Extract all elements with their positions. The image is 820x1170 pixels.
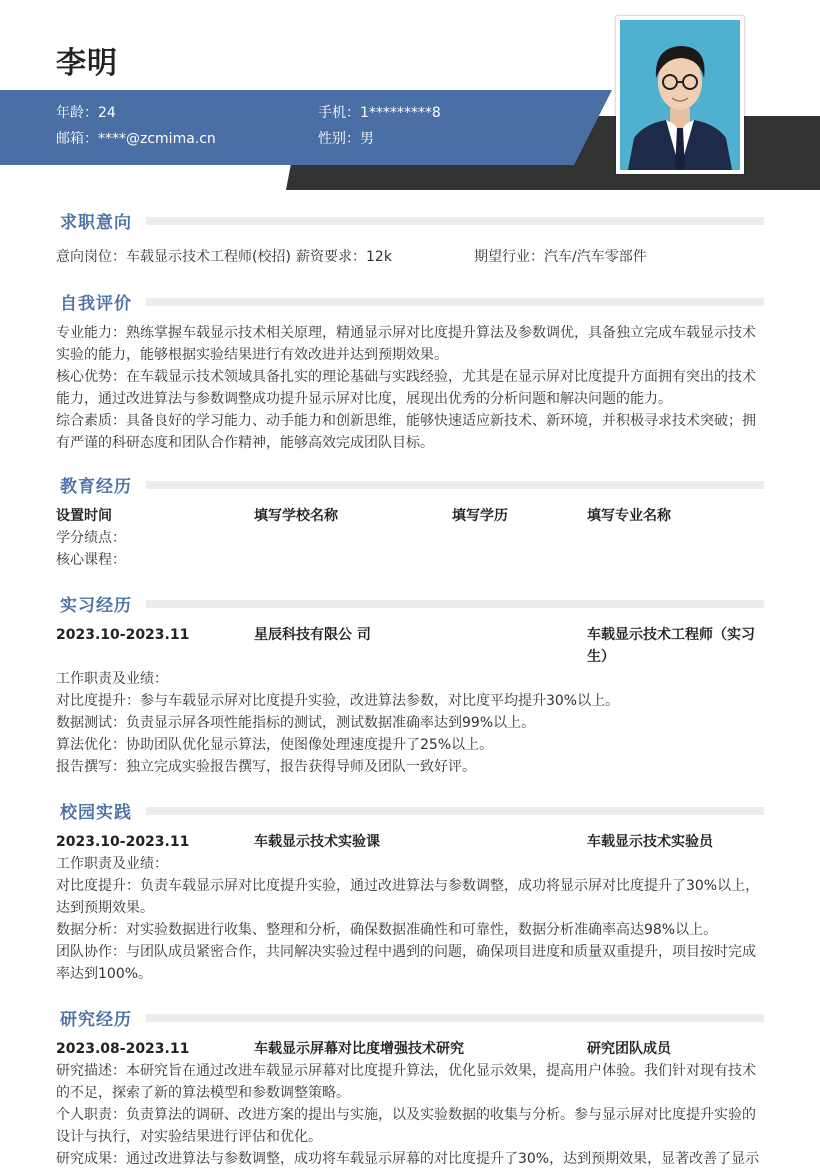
internship-time: 2023.10-2023.11 <box>56 627 190 643</box>
school-name: 填写学校名称 <box>254 508 338 524</box>
research-time: 2023.08-2023.11 <box>56 1041 190 1057</box>
text-line: 数据测试：负责显示屏各项性能指标的测试，测试数据准确率达到99%以上。 <box>56 715 536 731</box>
section-header <box>56 289 764 315</box>
text-line: 数据分析：对实验数据进行收集、整理和分析，确保数据准确性和可靠性，数据分析准确率高达98%以上。 <box>56 922 718 938</box>
role-line: 车载显示技术工程师（实习 <box>587 627 755 643</box>
section-title: 研究经历 <box>60 1010 132 1030</box>
gender-field: 性别：男 <box>318 131 374 147</box>
text-line: 的不足，探索了新的算法模型和参数调整策略。 <box>56 1085 350 1101</box>
section-divider <box>146 600 764 608</box>
text-line: 工作职责及业绩： <box>56 671 168 687</box>
text-line: 报告撰写：独立完成实验报告撰写，报告获得导师及团队一致好评。 <box>56 759 476 775</box>
section-header <box>56 472 764 498</box>
education-row <box>56 505 764 527</box>
section-title: 教育经历 <box>60 477 132 497</box>
text-line: 算法优化：协助团队优化显示算法，使图像处理速度提升了25%以上。 <box>56 737 494 753</box>
phone-field: 手机：1*********8 <box>318 105 441 121</box>
text-line: 率达到100%。 <box>56 966 153 982</box>
section-header <box>56 798 764 824</box>
section-divider <box>146 217 764 225</box>
campus-time: 2023.10-2023.11 <box>56 834 190 850</box>
expected-industry: 期望行业：汽车/汽车零部件 <box>474 249 647 265</box>
text-line: 研究成果：通过改进算法与参数调整，成功将车载显示屏幕的对比度提升了30%，达到预期效果，显著改善了显示 <box>56 1151 760 1167</box>
profile-photo <box>620 20 740 170</box>
research-row <box>56 1038 764 1060</box>
text-line: 能力，通过改进算法与参数调整成功提升显示屏对比度，展现出优秀的分析问题和解决问题的能力。 <box>56 391 672 407</box>
research-details <box>56 1060 764 1170</box>
section-title: 校园实践 <box>60 803 132 823</box>
section-title: 求职意向 <box>60 213 132 233</box>
internship-row <box>56 624 764 668</box>
campus-org: 车载显示技术实验课 <box>254 834 380 850</box>
job-intent-row <box>56 246 764 268</box>
section-header <box>56 208 764 234</box>
text-line: 工作职责及业绩： <box>56 856 168 872</box>
section-header <box>56 591 764 617</box>
profile-photo-frame <box>616 16 744 174</box>
internship-details <box>56 668 764 778</box>
text-line: 对比度提升：参与车载显示屏对比度提升实验，改进算法参数，对比度平均提升30%以上。 <box>56 693 620 709</box>
self-evaluation-text <box>56 322 764 454</box>
education-time: 设置时间 <box>56 508 112 524</box>
text-line: 综合素质：具备良好的学习能力、动手能力和创新思维，能够快速适应新技术、新环境，并积极寻求技术突破；拥 <box>56 413 756 429</box>
internship-role <box>587 624 755 668</box>
section-header <box>56 1005 764 1031</box>
role-line: 生） <box>587 649 615 665</box>
section-divider <box>146 1014 764 1022</box>
text-line: 设计与执行，对实验结果进行评估和优化。 <box>56 1129 322 1145</box>
section-job-intent <box>56 208 764 268</box>
text-line: 团队协作：与团队成员紧密合作，共同解决实验过程中遇到的问题，确保项目进度和质量双重提升，项目按时完成 <box>56 944 756 960</box>
section-divider <box>146 481 764 489</box>
campus-row <box>56 831 764 853</box>
section-research <box>56 1005 764 1170</box>
research-project: 车载显示屏幕对比度增强技术研究 <box>254 1041 464 1057</box>
text-line: 研究描述：本研究旨在通过改进车载显示屏幕对比度提升算法，优化显示效果，提高用户体验。我们针对现有技术 <box>56 1063 756 1079</box>
research-role: 研究团队成员 <box>587 1041 671 1057</box>
section-campus-practice <box>56 798 764 985</box>
degree: 填写学历 <box>452 508 508 524</box>
intended-position: 意向岗位：车载显示技术工程师(校招) <box>56 249 291 265</box>
age-field: 年龄：24 <box>56 105 116 121</box>
section-internship <box>56 591 764 778</box>
campus-details <box>56 853 764 985</box>
text-line: 达到预期效果。 <box>56 900 154 916</box>
text-line: 个人职责：负责算法的调研、改进方案的提出与实施，以及实验数据的收集与分析。参与显示屏对比度提升实验的 <box>56 1107 756 1123</box>
courses-line: 核心课程： <box>56 552 126 568</box>
section-self-evaluation <box>56 289 764 454</box>
major: 填写专业名称 <box>587 508 671 524</box>
text-line: 实验的能力，能够根据实验结果进行有效改进并达到预期效果。 <box>56 347 448 363</box>
email-field: 邮箱：****@zcmima.cn <box>56 131 216 147</box>
resume-header <box>0 0 820 200</box>
gpa-line: 学分绩点： <box>56 530 126 546</box>
section-title: 自我评价 <box>60 294 132 314</box>
text-line: 专业能力：熟练掌握车载显示技术相关原理，精通显示屏对比度提升算法及参数调优，具备独立完成车载显示技术 <box>56 325 756 341</box>
text-line: 核心优势：在车载显示技术领域具备扎实的理论基础与实践经验，尤其是在显示屏对比度提升方面拥有突出的技术 <box>56 369 756 385</box>
campus-role: 车载显示技术实验员 <box>587 834 713 850</box>
text-line: 对比度提升：负责车载显示屏对比度提升实验，通过改进算法与参数调整，成功将显示屏对比度提升了30%以上， <box>56 878 760 894</box>
section-divider <box>146 298 764 306</box>
expected-salary: 薪资要求：12k <box>296 249 392 265</box>
section-title: 实习经历 <box>60 596 132 616</box>
section-education <box>56 472 764 571</box>
candidate-name: 李明 <box>56 46 118 81</box>
section-divider <box>146 807 764 815</box>
company-name: 星辰科技有限公 司 <box>254 627 371 643</box>
text-line: 有严谨的科研态度和团队合作精神，能够高效完成团队目标。 <box>56 435 434 451</box>
